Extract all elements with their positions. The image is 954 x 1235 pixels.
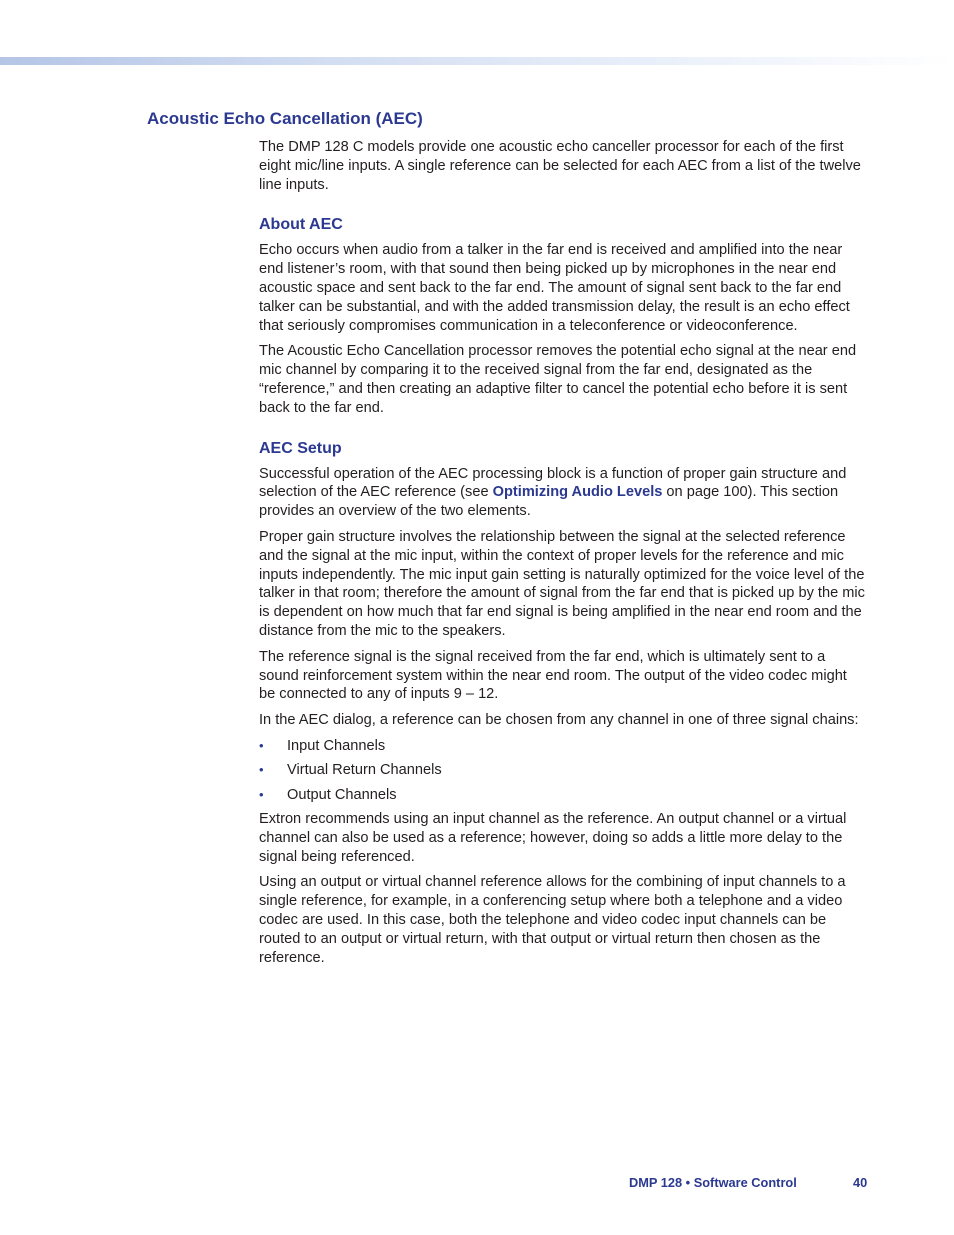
list-item — [259, 786, 865, 805]
list-item-label: Virtual Return Channels — [287, 762, 442, 779]
intro-paragraph: The DMP 128 C models provide one acoustic echo canceller processor for each of the first eight mic/line inputs. A single reference can be selected for each AEC from a list of the twelve line inputs. — [259, 139, 861, 193]
bullet-icon: • — [259, 762, 264, 778]
setup-paragraph-6: Using an output or virtual channel reference allows for the combining of input channels to a single reference, for example, in a conferencing setup where both a telephone and a video codec are used. In this case, both the telephone and video codec input channels can be routed to an output or virtual return, with that output or virtual return then chosen as the reference. — [259, 874, 846, 966]
setup-paragraph-1-end: on page 100). This section provides an overview of the two elements. — [259, 484, 839, 520]
page-number: 40 — [853, 1175, 868, 1190]
section-title: Acoustic Echo Cancellation (AEC) — [147, 109, 423, 128]
main-content — [259, 138, 865, 974]
list-item — [259, 737, 865, 756]
aec-setup-heading: AEC Setup — [259, 439, 342, 457]
optimizing-audio-levels-link[interactable]: Optimizing Audio Levels — [492, 484, 663, 501]
setup-paragraph-5: Extron recommends using an input channel as the reference. An output channel or a virtual channel can also be used as a reference; however, doing so adds a little more delay to the signal being referenced. — [259, 811, 847, 865]
signal-chain-list — [259, 737, 865, 805]
setup-paragraph-2: Proper gain structure involves the relationship between the signal at the selected reference and the signal at the mic input, within the context of proper levels for the reference and mic inputs independently. The mic input gain setting is naturally optimized for the voice level of the talker in that room; therefore the amount of signal from the far end that is picked up by the mic is dependent on how much that far end signal is being amplified in the near end room and the distance from the mic to the speakers. — [259, 528, 865, 639]
about-paragraph-2: The Acoustic Echo Cancellation processor removes the potential echo signal at the near end mic channel by comparing it to the received signal from the far end, designated as the “reference,” and then creating an adaptive filter to cancel the potential echo before it is sent back to the far end. — [259, 343, 857, 416]
bullet-icon: • — [259, 786, 264, 802]
list-item-label: Output Channels — [287, 786, 397, 803]
setup-paragraph-4: In the AEC dialog, a reference can be chosen from any channel in one of three signal chains: — [259, 712, 859, 729]
footer-label: DMP 128 • Software Control — [629, 1175, 797, 1190]
list-item-label: Input Channels — [287, 737, 386, 754]
header-gradient-bar — [0, 57, 954, 65]
about-aec-heading: About AEC — [259, 216, 343, 234]
setup-paragraph-1-start: Successful operation of the AEC processing block is a function of proper gain structure and selection of the AEC reference (see — [259, 465, 847, 501]
list-item — [259, 761, 865, 780]
bullet-icon: • — [259, 737, 264, 753]
setup-paragraph-1 — [259, 465, 865, 521]
setup-paragraph-3: The reference signal is the signal received from the far end, which is ultimately sent to a sound reinforcement system within the near end room. The output of the video codec might be connected to any of inputs 9 – 12. — [259, 648, 847, 703]
about-paragraph-1: Echo occurs when audio from a talker in the far end is received and amplified into the near end listener’s room, with that sound then being picked up by microphones in the near end acoustic space and sent back to the far end. The amount of signal sent back to the far end talker can be substantial, and with the added transmission delay, the result is an echo effect that seriously compromises communication in a teleconference or videoconference. — [259, 242, 850, 334]
